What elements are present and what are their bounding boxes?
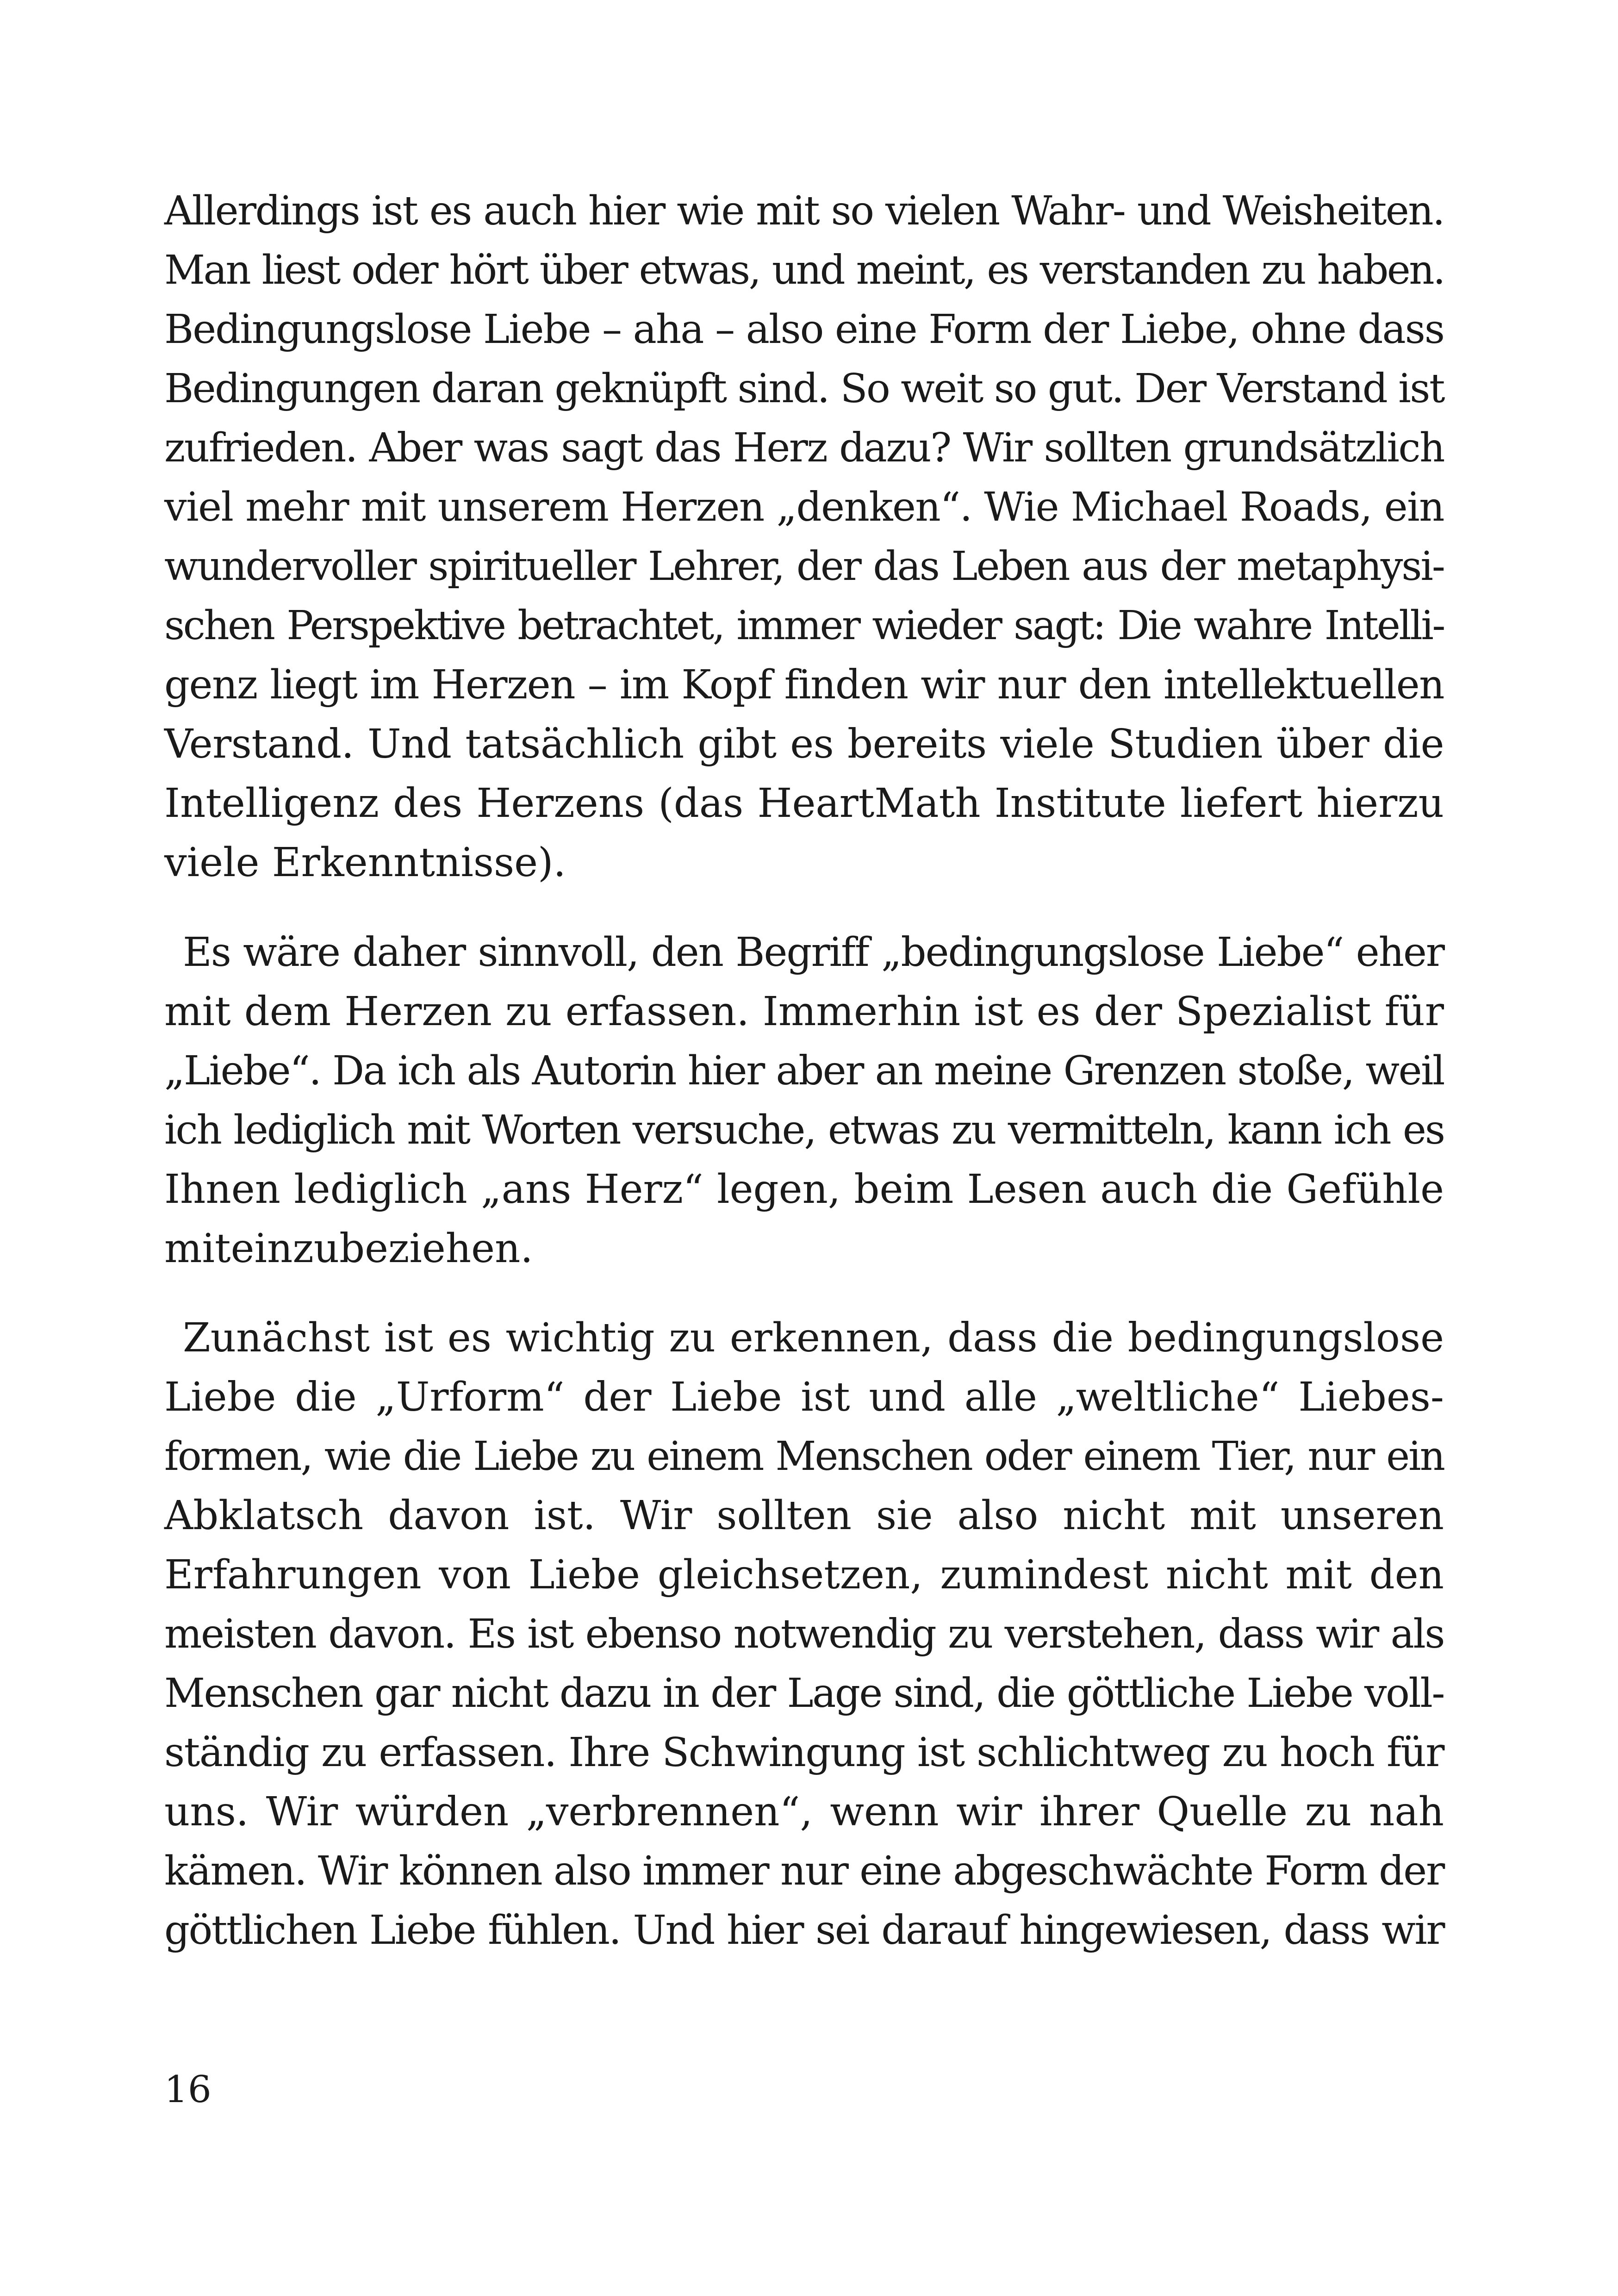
text-line: Man liest oder hört über etwas, und meint, es verstanden zu haben. xyxy=(164,247,1444,293)
text-line: viel mehr mit unserem Herzen „denken“. Wie Michael Roads, ein xyxy=(164,484,1444,530)
text-line: Allerdings ist es auch hier wie mit so vielen Wahr- und Weisheiten. xyxy=(164,188,1444,234)
text-line: zufrieden. Aber was sagt das Herz dazu? Wir sollten grundsätzlich xyxy=(164,425,1444,471)
text-line: schen Perspektive betrachtet, immer wieder sagt: Die wahre Intelli- xyxy=(164,603,1444,649)
text-line: ich lediglich mit Worten versuche, etwas zu vermitteln, kann ich es xyxy=(164,1107,1444,1153)
text-line: wundervoller spiritueller Lehrer, der das Leben aus der metaphysi- xyxy=(164,543,1444,590)
text-line: göttlichen Liebe fühlen. Und hier sei darauf hingewiesen, dass wir xyxy=(164,1907,1444,1954)
text-line: Menschen gar nicht dazu in der Lage sind, die göttliche Liebe voll- xyxy=(164,1670,1444,1717)
text-line: Es wäre daher sinnvoll, den Begriff „bedingungslose Liebe“ eher xyxy=(183,929,1444,976)
text-line: „Liebe“. Da ich als Autorin hier aber an meine Grenzen stoße, weil xyxy=(164,1048,1444,1094)
text-line: Bedingungen daran geknüpft sind. So weit so gut. Der Verstand ist xyxy=(164,366,1444,412)
paragraph-2 xyxy=(164,923,1444,1278)
text-line: formen, wie die Liebe zu einem Menschen oder einem Tier, nur ein xyxy=(164,1433,1444,1480)
text-line: Liebe die „Urform“ der Liebe ist und alle „weltliche“ Liebes- xyxy=(164,1374,1444,1420)
text-line: Verstand. Und tatsächlich gibt es bereits viele Studien über die xyxy=(164,721,1444,767)
text-line: Bedingungslose Liebe – aha – also eine Form der Liebe, ohne dass xyxy=(164,306,1444,353)
text-line: meisten davon. Es ist ebenso notwendig zu verstehen, dass wir als xyxy=(164,1611,1444,1657)
text-line: viele Erkenntnisse). xyxy=(164,840,566,886)
text-line: genz liegt im Herzen – im Kopf finden wir nur den intellektuellen xyxy=(164,662,1444,708)
text-line: Zunächst ist es wichtig zu erkennen, dass die bedingungslose xyxy=(183,1315,1444,1361)
text-line: Erfahrungen von Liebe gleichsetzen, zumindest nicht mit den xyxy=(164,1552,1444,1598)
text-line: miteinzubeziehen. xyxy=(164,1226,533,1272)
text-line: uns. Wir würden „verbrennen“, wenn wir ihrer Quelle zu nah xyxy=(164,1789,1444,1835)
text-line: Abklatsch davon ist. Wir sollten sie also nicht mit unseren xyxy=(164,1493,1444,1539)
page-number: 16 xyxy=(164,2068,212,2111)
text-line: ständig zu erfassen. Ihre Schwingung ist schlichtweg zu hoch für xyxy=(164,1730,1444,1776)
text-line: kämen. Wir können also immer nur eine abgeschwächte Form der xyxy=(164,1848,1444,1894)
text-line: Intelligenz des Herzens (das HeartMath Institute liefert hierzu xyxy=(164,780,1444,827)
text-line: mit dem Herzen zu erfassen. Immerhin ist es der Spezialist für xyxy=(164,989,1444,1035)
text-line: Ihnen lediglich „ans Herz“ legen, beim Lesen auch die Gefühle xyxy=(164,1166,1444,1213)
paragraph-1 xyxy=(164,181,1444,892)
paragraph-3 xyxy=(164,1308,1444,1960)
